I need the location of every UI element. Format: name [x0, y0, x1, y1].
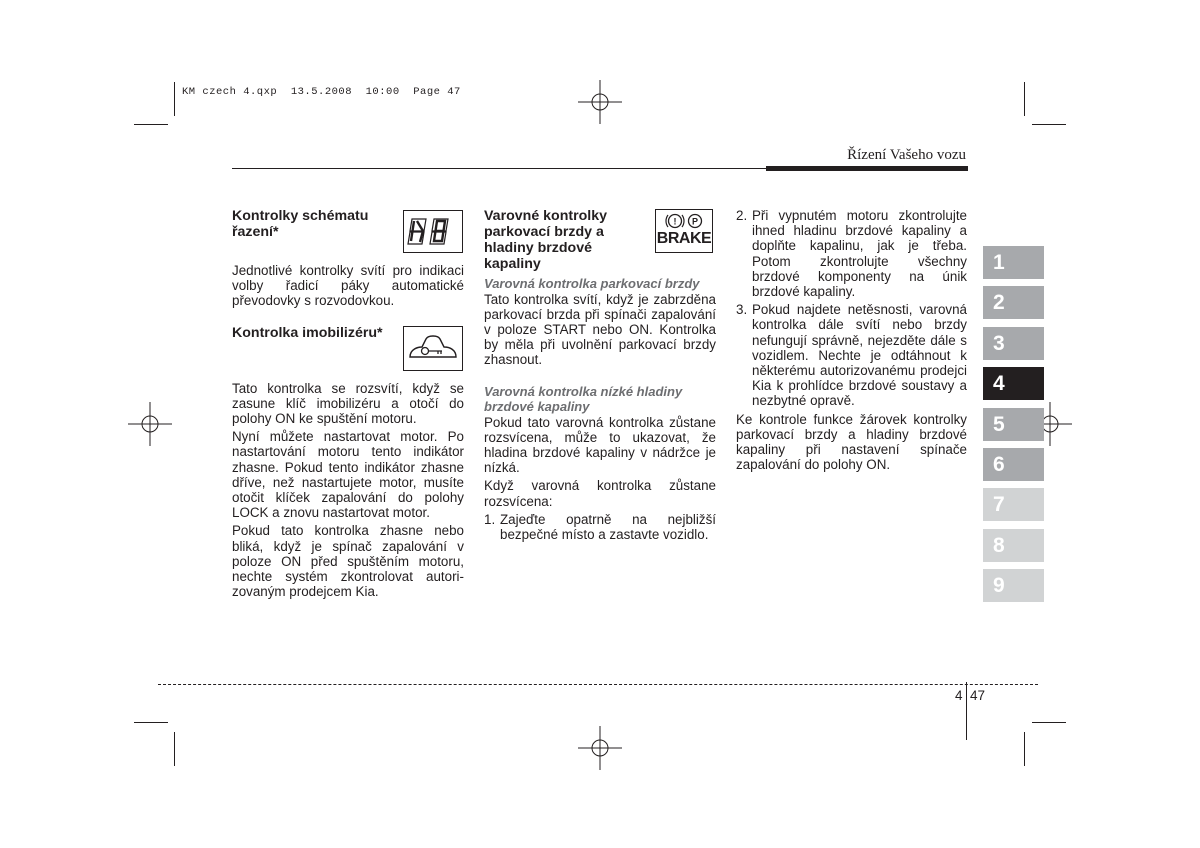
footer-rule [158, 684, 1038, 685]
chapter-tab-3[interactable]: 3 [983, 327, 1044, 360]
page-number-divider [966, 682, 967, 740]
list-item-text: Pokud najdete netěsnosti, varovná kontrolka dále svítí nebo brzdy nefungují správně, nejezděte dále s vozidlem. Nechte je odtáhnout k některému autorizovanému prodejci Kia k prohlídce brzdové soustavy a nezbytné opravě. [752, 302, 967, 409]
chapter-tab-2[interactable]: 2 [983, 286, 1044, 319]
section-title: Řízení Vašeho vozu [847, 147, 966, 163]
footer-chapter-number: 4 [955, 688, 963, 703]
chapter-tab-8[interactable]: 8 [983, 529, 1044, 562]
print-slug: KM czech 4.qxp 13.5.2008 10:00 Page 47 [182, 86, 461, 98]
middle-column [484, 208, 716, 542]
list-item [484, 512, 716, 542]
brake-fluid-subheading: Varovná kontrolka nízké hladiny brzdové kapaliny [484, 383, 683, 415]
chapter-tab-5[interactable]: 5 [983, 408, 1044, 441]
brake-icon-label: BRAKE [656, 230, 712, 247]
list-item-number: 1. [484, 511, 496, 527]
svg-text:P: P [691, 216, 699, 227]
chapter-tab-4[interactable]: 4 [983, 367, 1044, 400]
list-item-number: 3. [736, 302, 748, 318]
chapter-tab-6[interactable]: 6 [983, 448, 1044, 481]
list-item [736, 208, 967, 299]
immobilizer-text-2: Nyní můžete nastartovat motor. Po nastartování motoru tento indikátor zhasne. Pokud tento indikátor zhasne dříve, než nastartujete motor, musíte otočit klíček zapalování do polohy LOCK a znovu nastartovat motor. [232, 429, 464, 521]
header-rule-accent [766, 166, 968, 171]
immobilizer-car-key-icon [403, 326, 463, 371]
chapter-tabs [983, 246, 1044, 610]
list-item [736, 302, 967, 408]
svg-text:!: ! [673, 216, 677, 227]
chapter-tab-9[interactable]: 9 [983, 569, 1044, 602]
left-column [232, 208, 464, 602]
parking-brake-subheading: Varovná kontrolka parkovací brzdy [484, 276, 700, 291]
chapter-tab-7[interactable]: 7 [983, 488, 1044, 521]
chapter-tab-1[interactable]: 1 [983, 246, 1044, 279]
shift-indicator-text: Jednotlivé kontrolky svítí pro indikaci volby řadicí páky automatické převodovky s rozvodovkou. [232, 263, 464, 309]
parking-brake-text: Tato kontrolka svítí, když je zabrzděna parkovací brzda při spínači zapalování v poloze START nebo ON. Kontrolka by měla při uvolnění parkovací brzdy zhasnout. [484, 291, 716, 368]
brake-fluid-text: Pokud tato varovná kontrolka zůstane rozsvícena, může to ukazovat, že hladina brzdové kapaliny v nádržce je nízká. [484, 414, 716, 476]
brake-warning-heading: Varovné kontrolky parkovací brzdy a hladiny brzdové kapaliny [484, 208, 608, 272]
page-number: 47 [970, 688, 986, 703]
gear-shift-display-icon [403, 210, 463, 253]
list-item-text: Při vypnutém motoru zkontrolujte ihned hladinu brzdové kapaliny a doplňte kapalinu, jak je třeba. Potom zkontrolujte všechny brzdové komponenty na únik brzdové kapaliny. [752, 208, 967, 300]
shift-indicator-heading: Kontrolky schématu řazení* [232, 208, 369, 240]
immobilizer-text-1: Tato kontrolka se rozsvítí, když se zasune klíč imobilizéru a otočí do polohy ON ke spuštění motoru. [232, 380, 464, 427]
immobilizer-text-3: Pokud tato kontrolka zhasne nebo bliká, když je spínač zapalování v poloze ON před spuštěním motoru, nechte systém zkontrolovat autori-zovaným prodejcem Kia. [232, 523, 464, 600]
brake-fluid-lit-text: Když varovná kontrolka zůstane rozsvícena: [484, 478, 716, 509]
immobilizer-heading: Kontrolka imobilizéru* [232, 324, 383, 341]
registration-mark-top [578, 80, 622, 124]
registration-mark-bottom [578, 726, 622, 770]
bulb-check-text: Ke kontrole funkce žárovek kontrolky parkovací brzdy a hladiny brzdové kapaliny při nastavení spínače zapalování do polohy ON. [736, 411, 967, 473]
right-column [736, 208, 967, 475]
list-item-text: Zajeďte opatrně na nejbližší bezpečné místo a zastavte vozidlo. [500, 511, 716, 542]
brake-warning-icon [655, 209, 713, 253]
registration-mark-left [128, 402, 172, 446]
list-item-number: 2. [736, 208, 748, 223]
header-rule [232, 168, 766, 169]
